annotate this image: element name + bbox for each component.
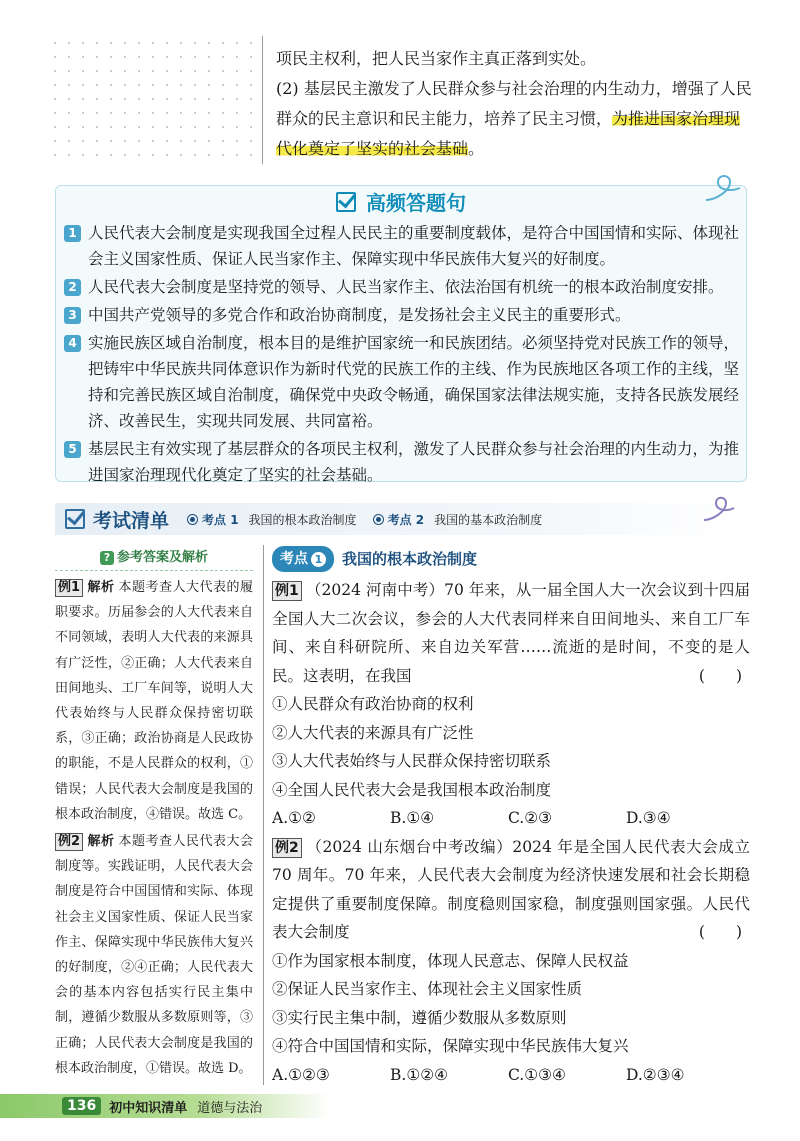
knowledge-point-tag-2[interactable]: 考点 2 我国的基本政治制度	[373, 511, 543, 528]
knowledge-point-tag-1[interactable]: 考点 1 我国的根本政治制度	[187, 511, 357, 528]
question-2-option: ④符合中国国情和实际，保障实现中华民族伟大复兴	[272, 1037, 629, 1055]
choice-b[interactable]: B.①②④	[390, 1065, 449, 1084]
top-item-2: (2) 基层民主激发了人民群众参与社会治理的内生动力，增强了人民群众的民主意识和民主能力，培养了民主习惯，为推进国家治理现代化奠定了坚实的社会基础。	[276, 79, 752, 158]
list-item: 5 基层民主有效实现了基层群众的各项民主权利，激发了人民群众参与社会治理的内生动力，为推进国家治理现代化奠定了坚实的社会基础。	[62, 436, 740, 488]
top-line-1: 项民主权利，把人民当家作主真正落到实处。	[276, 49, 597, 68]
example-label-box: 例2	[272, 838, 302, 858]
number-badge: 2	[64, 279, 81, 296]
example-label-box: 例1	[272, 581, 302, 601]
question-1-choices	[272, 804, 750, 833]
question-2-option: ①作为国家根本制度，体现人民意志、保障人民权益	[272, 951, 629, 970]
high-frequency-title: 高频答题句	[58, 185, 744, 218]
list-item: 1 人民代表大会制度是实现我国全过程人民民主的重要制度载体，是符合中国国情和实际、体现社会主义国家性质、保证人民当家作主、保障实现中华民族伟大复兴的好制度。	[62, 220, 740, 272]
question-mark-icon: ?	[100, 551, 114, 565]
question-1-stem: 例1 （2024 河南中考）70 年来，从一届全国人大一次会议到十四届全国人大二次会议，参会的人大代表同样来自田间地头、来自工厂车间、来自科研院所、来自边关军营……流逝的是时间，不变的是人民。这表明，在我国 ( )	[272, 576, 750, 690]
checkbox-icon	[336, 192, 356, 212]
choice-b[interactable]: B.①④	[390, 809, 435, 827]
question-2-stem: 例2 （2024 山东烟台中考改编）2024 年是全国人民代表大会成立 70 周年。70 年来，人民代表大会制度为经济快速发展和社会长期稳定提供了重要制度保障。制度稳则国家稳，制度强则国家强。人民代表大会制度 ( )	[272, 833, 750, 947]
question-1-option: ③人大代表始终与人民群众保持密切联系	[272, 752, 552, 770]
list-item: 2 人民代表大会制度是坚持党的领导、人民当家作主、依法治国有机统一的根本政治制度安排。	[62, 274, 740, 300]
number-badge: 4	[64, 335, 81, 352]
exam-list-title: 考试清单	[93, 509, 170, 532]
answer-blank[interactable]: ( )	[698, 666, 742, 685]
question-2-option: ②保证人民当家作主、体现社会主义国家性质	[272, 980, 583, 998]
dot-grid-decoration	[48, 36, 254, 162]
high-frequency-list	[62, 220, 740, 490]
choice-d[interactable]: D.②③④	[626, 1065, 685, 1084]
page-number: 136	[62, 1097, 101, 1115]
number-badge: 5	[64, 441, 81, 458]
question-2-choices	[272, 1061, 750, 1090]
subject-name: 道德与法治	[197, 1100, 263, 1116]
example-label-box: 例1	[55, 579, 83, 597]
knowledge-point-heading: 考点 1 我国的根本政治制度	[272, 546, 750, 572]
answer-heading: ? 参考答案及解析	[55, 546, 253, 571]
choice-c[interactable]: C.②③	[508, 809, 553, 827]
book-title: 初中知识清单	[109, 1100, 188, 1116]
answer-example-2: 例2 解析 本题考查人民代表大会制度等。实践证明，人民代表大会制度是符合中国国情和实际、体现社会主义国家性质、保证人民当家作主、保障实现中华民族伟大复兴的好制度，②④正确；人民代表大会的基本内容包括实行民主集中制，遵循少数服从多数原则等，③正确；人民代表大会制度是我国的根本政治制度，①错误。故选 D。	[55, 834, 253, 1076]
question-1-option: ④全国人民代表大会是我国根本政治制度	[272, 780, 552, 799]
column-divider	[262, 36, 263, 164]
choice-a[interactable]: A.①②	[272, 809, 316, 827]
answer-blank[interactable]: ( )	[698, 923, 742, 941]
choice-c[interactable]: C.①③④	[508, 1065, 566, 1084]
example-label-box: 例2	[55, 833, 83, 851]
page-footer	[62, 1094, 262, 1118]
list-item: 3 中国共产党领导的多党合作和政治协商制度，是发扬社会主义民主的重要形式。	[62, 302, 740, 328]
knowledge-point-pill: 考点 1	[272, 546, 334, 572]
question-1-option: ①人民群众有政治协商的权利	[272, 695, 474, 713]
exam-list-banner	[55, 503, 745, 535]
question-2-option: ③实行民主集中制，遵循少数服从多数原则	[272, 1008, 567, 1027]
target-dot-icon	[187, 514, 198, 525]
list-item: 4 实施民族区域自治制度，根本目的是维护国家统一和民族团结。必须坚持党对民族工作的领导，把铸牢中华民族共同体意识作为新时代党的民族工作的主线、作为民族地区各项工作的主线，坚持和完善民族区域自治制度，确保党中央政令畅通，确保国家法律法规实施，支持各民族发展经济、改善民生，实现共同发展、共同富裕。	[62, 330, 740, 434]
questions-column	[272, 546, 750, 1089]
question-1-option: ②人大代表的来源具有广泛性	[272, 723, 474, 742]
checkbox-icon	[65, 509, 85, 529]
number-badge: 1	[64, 225, 81, 242]
swirl-decoration-icon	[700, 492, 740, 528]
choice-d[interactable]: D.③④	[626, 809, 671, 827]
answer-example-1: 例1 解析 本题考查人大代表的履职要求。历届参会的人大代表来自不同领域，表明人大代表的来源具有广泛性，②正确；人大代表来自田间地头、工厂车间等，说明人大代表始终与人民群众保持密切联系，③正确；政治协商是人民政协的职能，不是人民群众的权利，①错误；人民代表大会制度是我国的根本政治制度，④错误。故选 C。	[55, 580, 253, 822]
highlighted-phrase: 为推进国家治理现代化奠定了坚实的社会基础	[276, 109, 741, 158]
swirl-decoration-icon	[700, 170, 746, 210]
top-continuation-text	[276, 44, 756, 164]
column-divider	[263, 545, 264, 1085]
number-badge: 3	[64, 307, 81, 324]
choice-a[interactable]: A.①②③	[272, 1065, 330, 1084]
answer-analysis-column	[55, 546, 253, 1081]
target-dot-icon	[373, 514, 384, 525]
